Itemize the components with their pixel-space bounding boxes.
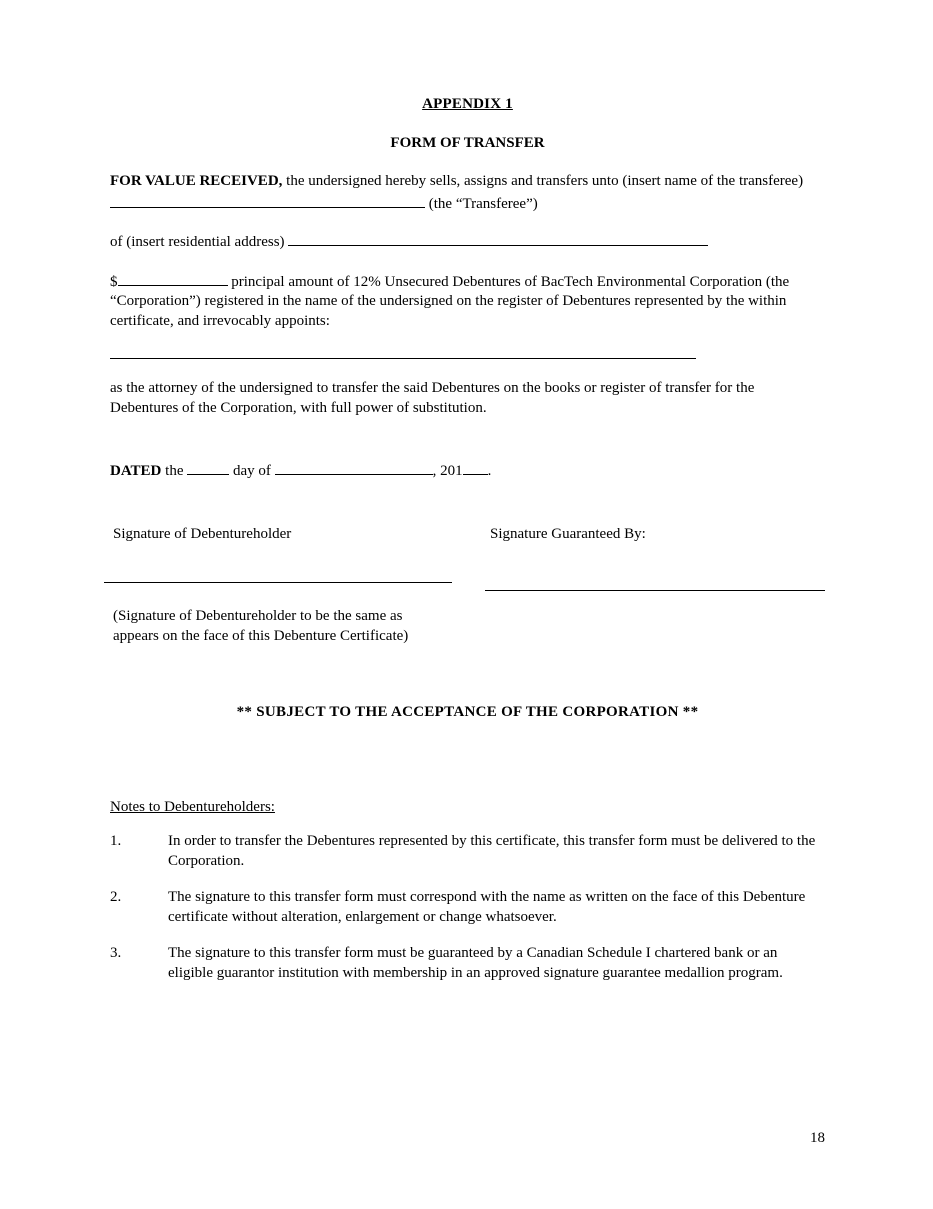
note-item <box>110 832 825 872</box>
transferee-label: (the “Transferee”) <box>428 195 538 212</box>
form-subtitle: FORM OF TRANSFER <box>390 135 545 151</box>
dated-the: the <box>161 462 188 479</box>
dated-day-of: day of <box>229 462 275 479</box>
transferee-line-row <box>110 196 825 213</box>
signature-right-label: Signature Guaranteed By: <box>490 525 646 542</box>
signature-note <box>110 606 825 647</box>
dated-month-blank[interactable] <box>275 474 433 475</box>
signature-lines <box>110 582 825 602</box>
notes-heading: Notes to Debentureholders: <box>110 799 275 816</box>
page-number: 18 <box>810 1130 825 1146</box>
subject-line: ** SUBJECT TO THE ACCEPTANCE OF THE CORPORATION ** <box>236 704 699 721</box>
signature-left-label: Signature of Debentureholder <box>113 525 292 542</box>
document-body <box>110 96 825 984</box>
intro-bold-text: FOR VALUE RECEIVED, <box>110 173 283 189</box>
dated-label: DATED <box>110 462 162 479</box>
intro-rest-text: the undersigned hereby sells, assigns and transfers unto (insert name of the transferee) <box>282 173 804 189</box>
signature-headers <box>110 526 825 546</box>
amount-prefix: $ <box>110 273 118 290</box>
amount-paragraph <box>110 273 825 332</box>
dated-end: . <box>487 462 492 479</box>
dated-row <box>110 463 825 480</box>
note-number: 2. <box>110 888 122 905</box>
note-item <box>110 888 825 928</box>
transferee-name-blank[interactable] <box>110 207 425 208</box>
dated-day-blank[interactable] <box>187 474 229 475</box>
signature-note-line1: (Signature of Debentureholder to be the same as <box>113 607 403 624</box>
address-blank[interactable] <box>288 245 708 246</box>
note-item <box>110 944 825 984</box>
note-text: The signature to this transfer form must be guaranteed by a Canadian Schedule I chartered bank or an eligible guarantor institution with membership in an approved signature guarantee medallion program. <box>168 944 783 981</box>
amount-text: principal amount of 12% Unsecured Debentures of BacTech Environmental Corporation (the “Corporation”) registered in the name of the undersigned on the register of Debentures represented by the within certificate, and irrevocably appoints: <box>110 273 790 330</box>
dated-year-blank[interactable] <box>463 474 488 475</box>
note-text: The signature to this transfer form must correspond with the name as written on the face of this Debenture certificate without alteration, enlargement or change whatsoever. <box>168 888 806 925</box>
amount-blank[interactable] <box>118 285 228 286</box>
signature-right-blank[interactable] <box>485 590 825 591</box>
attorney-blank-rule[interactable] <box>110 358 696 359</box>
note-number: 3. <box>110 944 122 961</box>
page-title-text: APPENDIX 1 <box>422 96 513 112</box>
signature-left-blank[interactable] <box>104 582 452 583</box>
note-number: 1. <box>110 833 122 850</box>
signature-note-line2: appears on the face of this Debenture Certificate) <box>113 627 409 644</box>
attorney-paragraph: as the attorney of the undersigned to transfer the said Debentures on the books or register of transfer for the Debentures of the Corporation, with full power of substitution. <box>110 379 755 416</box>
page-title <box>110 96 825 113</box>
dated-year-prefix: , 201 <box>432 462 463 479</box>
intro-paragraph <box>110 172 825 192</box>
address-row <box>110 233 825 253</box>
address-label: of (insert residential address) <box>110 233 285 250</box>
note-text: In order to transfer the Debentures represented by this certificate, this transfer form must be delivered to the Corporation. <box>168 833 816 870</box>
